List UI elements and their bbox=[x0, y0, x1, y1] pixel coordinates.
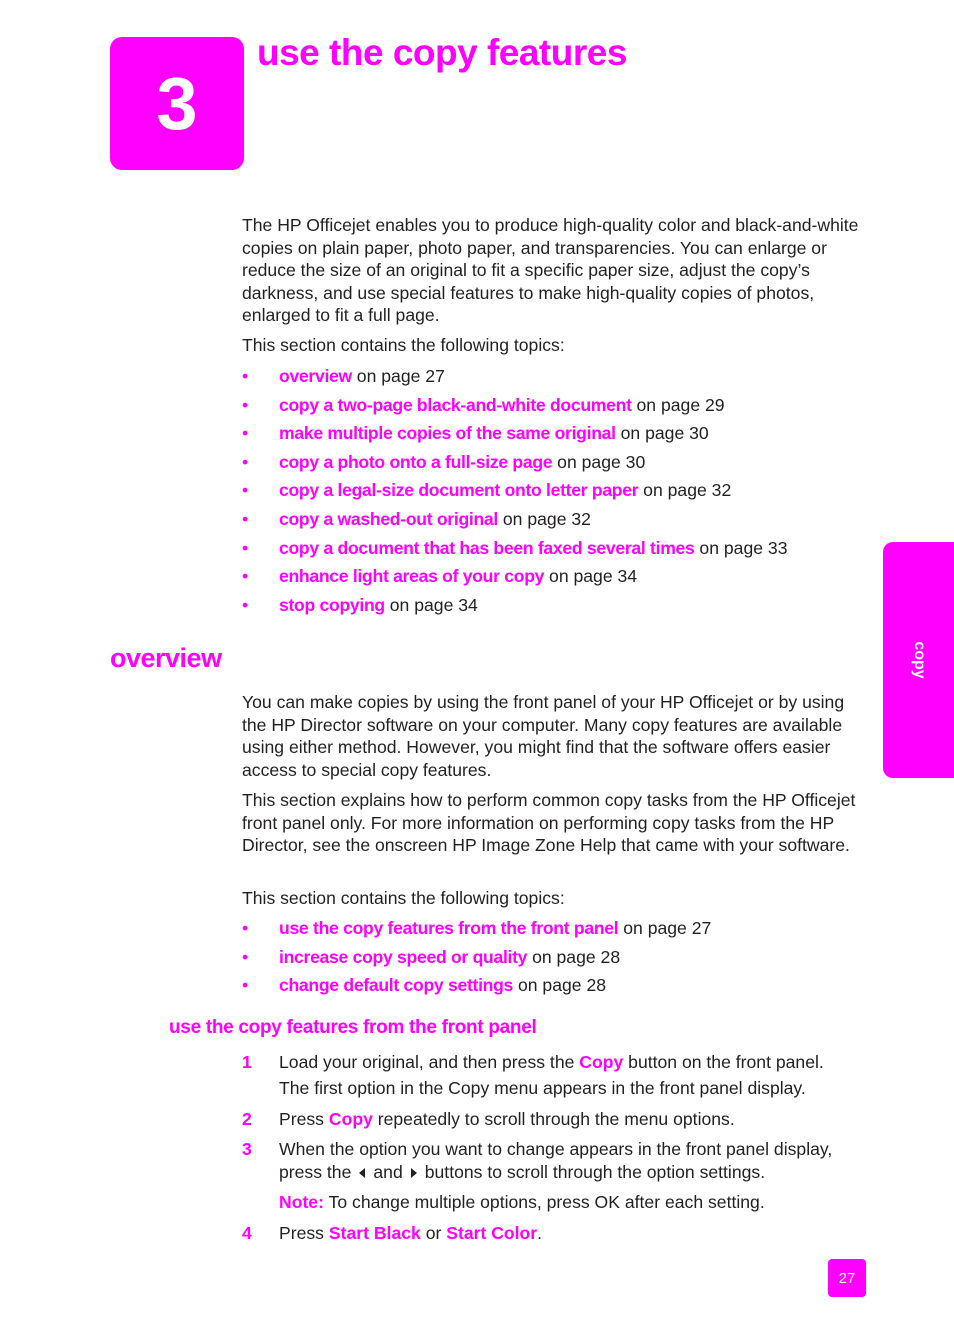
overview-topic-list bbox=[242, 917, 711, 1003]
page-ref: on page 27 bbox=[623, 918, 712, 938]
start-black-label: Start Black bbox=[328, 1223, 421, 1243]
overview-paragraph-2: This section explains how to perform common copy tasks from the HP Officejet front panel only. For more information on performing copy tasks from the HP Director, see the onscreen HP Image Zone Help that came with your software. bbox=[242, 790, 856, 856]
page-ref: on page 32 bbox=[643, 480, 732, 501]
list-item: • overview on page 27 bbox=[242, 366, 445, 386]
step-number: 4 bbox=[242, 1223, 252, 1243]
note-text: To change multiple options, press OK after each setting. bbox=[328, 1192, 765, 1212]
side-tab-label: copy bbox=[910, 641, 928, 679]
page-ref: on page 34 bbox=[549, 566, 638, 587]
topic-link[interactable]: copy a legal-size document onto letter paper bbox=[279, 480, 639, 501]
front-panel-heading: use the copy features from the front panel bbox=[169, 1017, 537, 1038]
right-arrow-icon bbox=[411, 1168, 417, 1178]
step-2 bbox=[242, 1107, 867, 1131]
step-text: Press bbox=[279, 1109, 324, 1129]
list-item: • stop copying on page 34 bbox=[242, 594, 478, 615]
page-ref: on page 28 bbox=[517, 975, 607, 996]
chapter-number-box bbox=[110, 37, 244, 170]
chapter-title: use the copy features bbox=[257, 32, 627, 73]
topic-link[interactable]: copy a washed-out original bbox=[279, 508, 498, 529]
step-text: repeatedly to scroll through the menu options. bbox=[377, 1109, 735, 1129]
page-ref: on page 28 bbox=[532, 946, 621, 967]
step-text: or bbox=[425, 1223, 442, 1243]
list-item: • copy a two-page black-and-white document on page 29 bbox=[242, 394, 725, 415]
step-text: When the option you want to change appears in the front panel display, bbox=[279, 1139, 833, 1159]
topic-link[interactable]: stop copying bbox=[279, 594, 385, 615]
page-ref: on page 30 bbox=[620, 423, 709, 444]
topic-link[interactable]: copy a document that has been faxed several times bbox=[279, 537, 695, 558]
step-text: Press bbox=[279, 1223, 324, 1243]
left-arrow-icon bbox=[359, 1168, 365, 1178]
step-text: . bbox=[537, 1223, 543, 1243]
copy-button-label: Copy bbox=[579, 1052, 624, 1072]
step-number: 3 bbox=[242, 1139, 252, 1159]
topic-link[interactable]: use the copy features from the front panel bbox=[279, 918, 619, 938]
step-number: 2 bbox=[242, 1109, 252, 1129]
step-number: 1 bbox=[242, 1052, 252, 1072]
overview-paragraph-1: You can make copies by using the front panel of your HP Officejet or by using the HP Director software on your computer. Many copy features are available using either method. However, you might find that the software offers easier access to special copy features. bbox=[242, 692, 845, 780]
step-text: press the bbox=[279, 1162, 352, 1182]
topic-link[interactable]: increase copy speed or quality bbox=[279, 946, 528, 967]
topic-link[interactable]: copy a two-page black-and-white document bbox=[279, 394, 632, 415]
topic-link[interactable]: make multiple copies of the same original bbox=[279, 423, 616, 444]
step-text: and bbox=[373, 1162, 403, 1182]
intro-topics-lead: This section contains the following topics: bbox=[242, 335, 565, 355]
page-ref: on page 34 bbox=[389, 594, 478, 615]
page-ref: on page 29 bbox=[636, 394, 725, 415]
step-3 bbox=[242, 1137, 867, 1214]
copy-button-label: Copy bbox=[328, 1109, 373, 1129]
list-item: • make multiple copies of the same original on page 30 bbox=[242, 423, 709, 444]
step-text: buttons to scroll through the option settings. bbox=[424, 1162, 766, 1182]
page-ref: on page 27 bbox=[356, 366, 445, 386]
list-item: • use the copy features from the front panel on page 27 bbox=[242, 918, 712, 938]
note-label: Note: bbox=[279, 1192, 324, 1212]
page-ref: on page 33 bbox=[699, 537, 788, 558]
page-ref: on page 32 bbox=[502, 508, 591, 529]
chapter-number: 3 bbox=[156, 62, 198, 145]
overview-topics-lead: This section contains the following topics: bbox=[242, 888, 565, 908]
list-item: • copy a document that has been faxed several times on page 33 bbox=[242, 537, 788, 558]
step-result: The first option in the Copy menu appears in the front panel display. bbox=[279, 1078, 806, 1098]
list-item: • copy a washed-out original on page 32 bbox=[242, 508, 591, 529]
intro-topic-list bbox=[242, 365, 787, 622]
topic-link[interactable]: copy a photo onto a full-size page bbox=[279, 451, 553, 472]
list-item: • increase copy speed or quality on page 28 bbox=[242, 946, 621, 967]
list-item: • copy a legal-size document onto letter paper on page 32 bbox=[242, 480, 732, 501]
list-item: • copy a photo onto a full-size page on page 30 bbox=[242, 451, 646, 472]
start-color-label: Start Color bbox=[446, 1223, 538, 1243]
list-item: • enhance light areas of your copy on page 34 bbox=[242, 566, 638, 587]
intro-paragraph: The HP Officejet enables you to produce high-quality color and black-and-white copies on plain paper, photo paper, and transparencies. You can enlarge or reduce the size of an original to fit a specific paper size, adjust the copy’s darkness, and use special features to make high-quality copies of photos, enlarged to fit a full page. bbox=[242, 215, 859, 326]
topic-link[interactable]: change default copy settings bbox=[279, 975, 514, 996]
step-text: Load your original, and then press the bbox=[279, 1052, 575, 1072]
page-number bbox=[828, 1259, 866, 1297]
topic-link[interactable]: enhance light areas of your copy bbox=[279, 566, 545, 587]
overview-heading: overview bbox=[110, 643, 222, 673]
step-1 bbox=[242, 1050, 867, 1100]
page-ref: on page 30 bbox=[557, 451, 646, 472]
list-item: • change default copy settings on page 28 bbox=[242, 975, 607, 996]
side-tab bbox=[883, 542, 954, 778]
step-text: button on the front panel. bbox=[628, 1052, 824, 1072]
step-4 bbox=[242, 1221, 867, 1245]
page-number-text: 27 bbox=[838, 1269, 856, 1287]
topic-link[interactable]: overview bbox=[279, 366, 352, 386]
